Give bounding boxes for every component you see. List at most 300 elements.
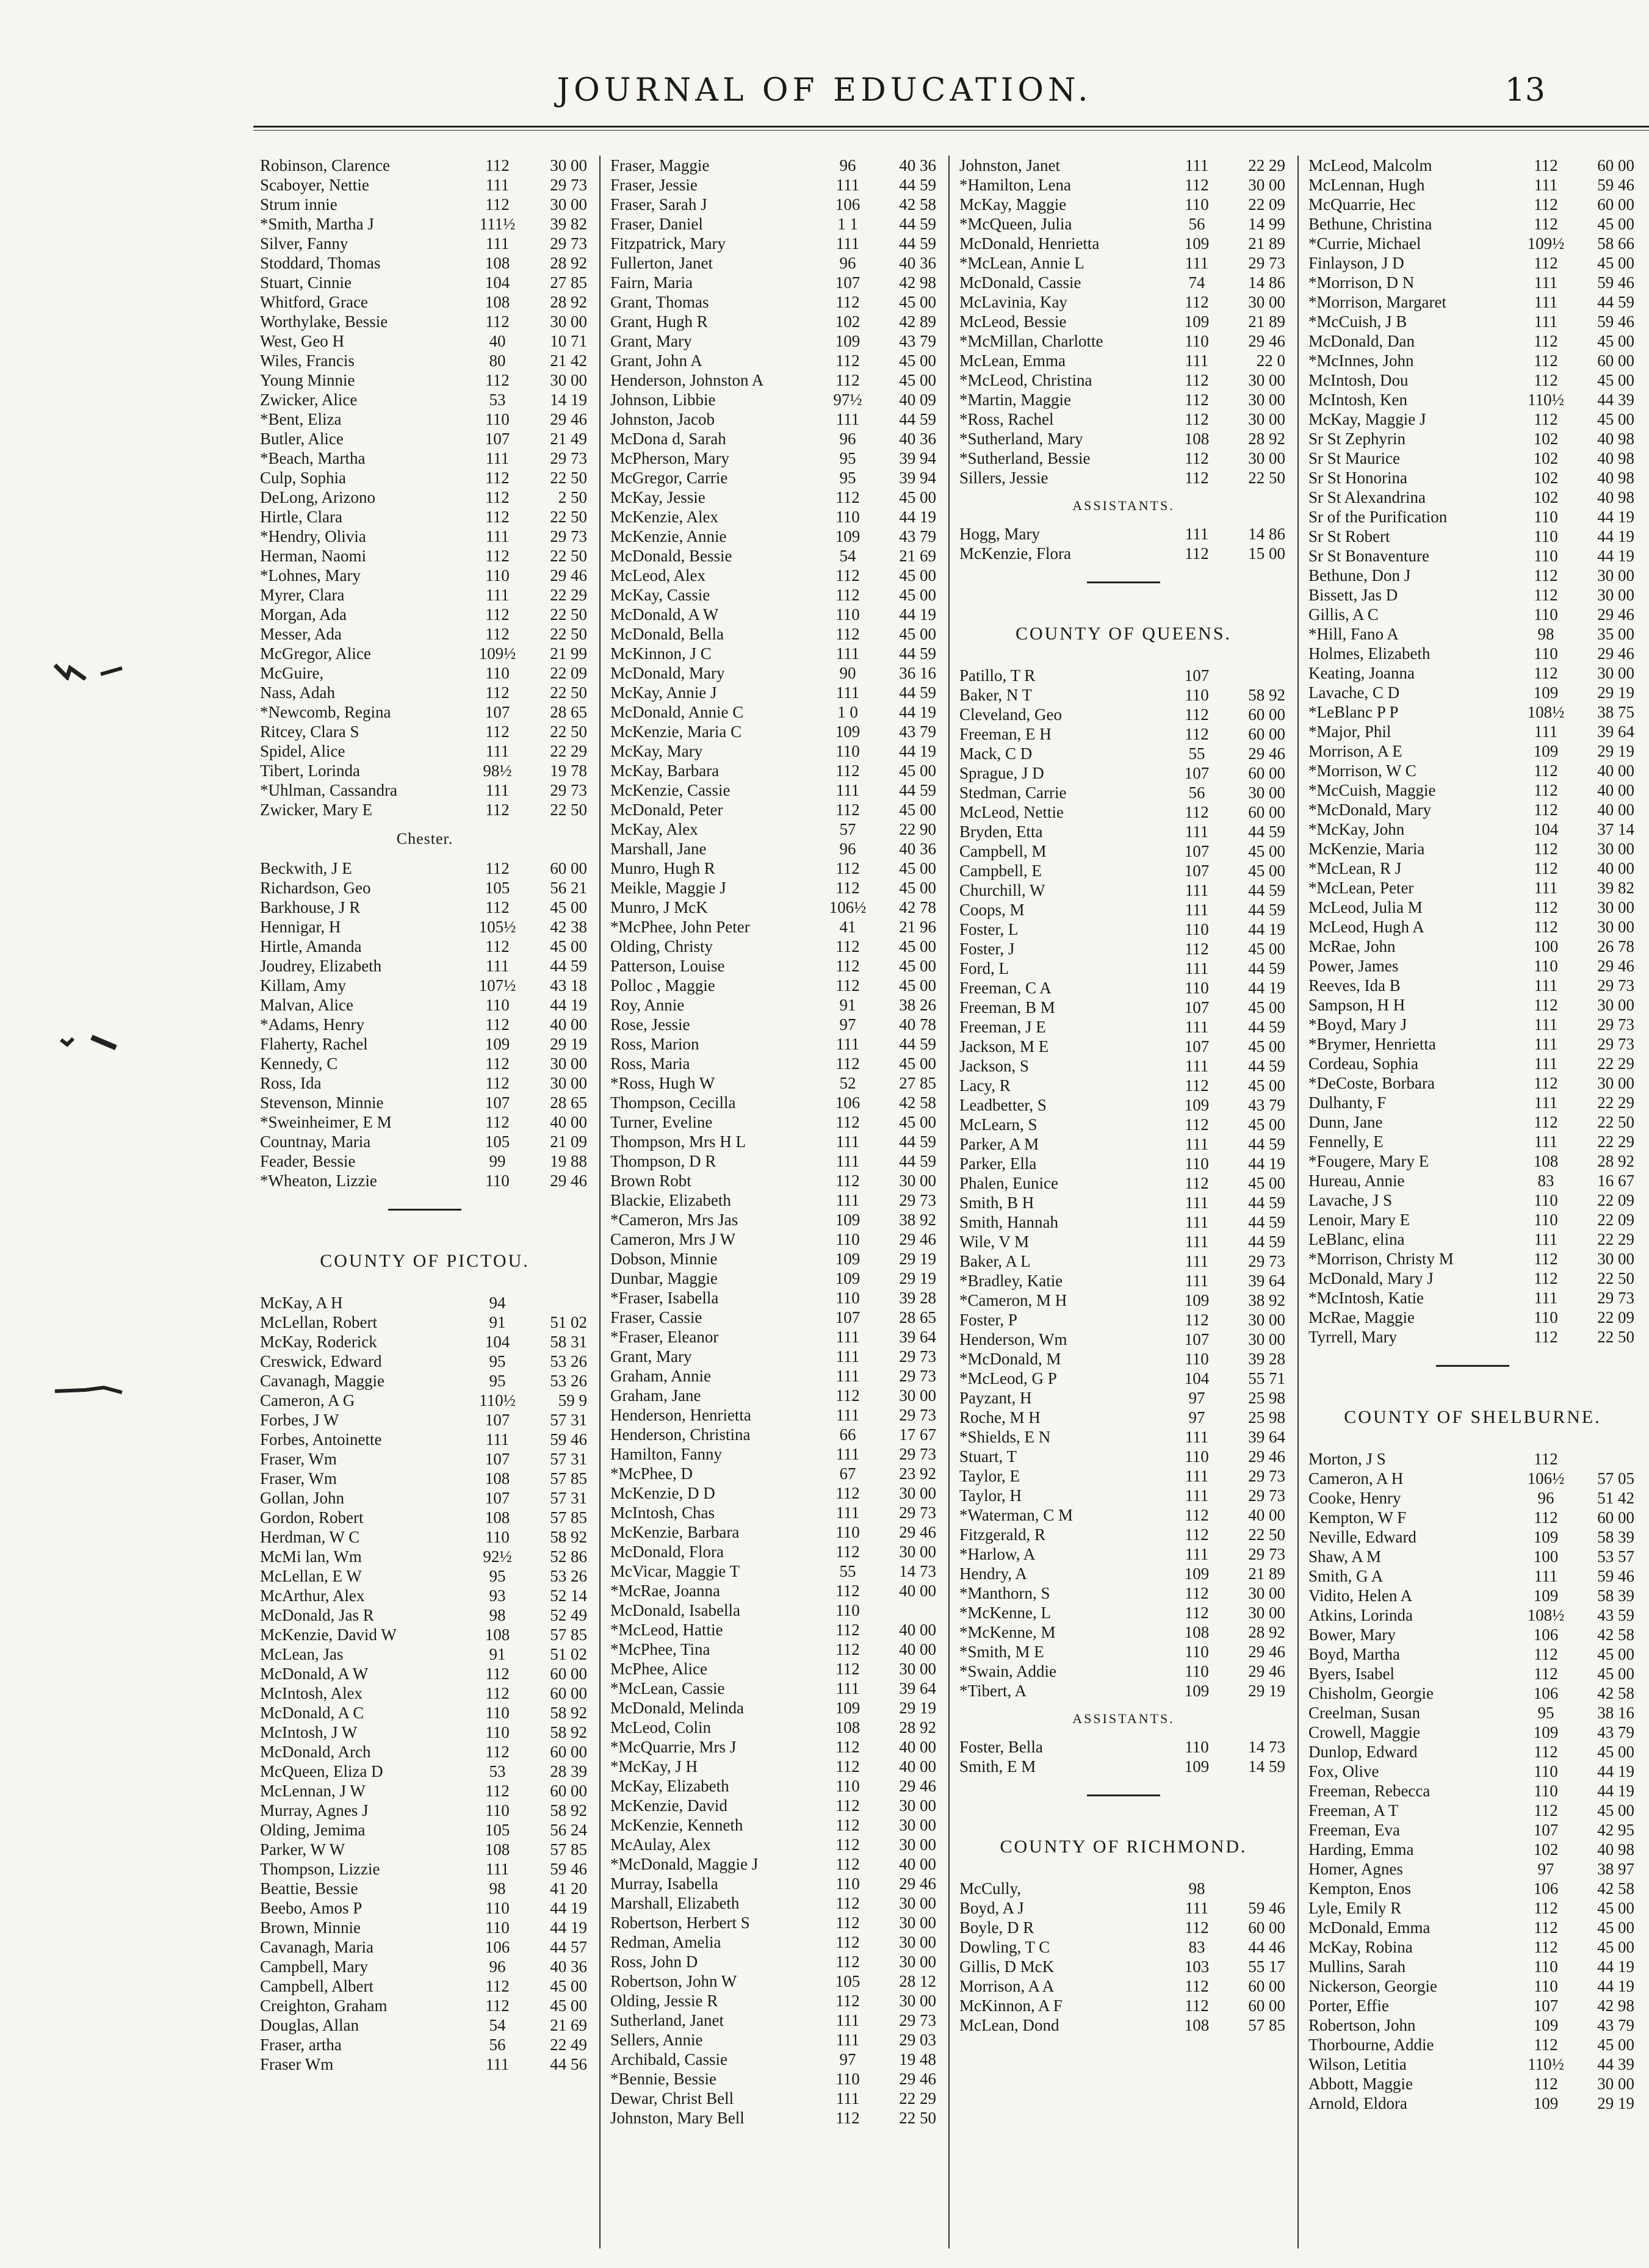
- list-item: [260, 1410, 590, 1430]
- grant-amount: 22 50: [550, 605, 587, 624]
- list-item: [1308, 1664, 1637, 1683]
- days-taught: 54: [489, 2016, 506, 2034]
- grant-amount: 29 46: [899, 2070, 936, 2088]
- grant-amount: 45 00: [1597, 215, 1634, 233]
- list-item: [610, 1561, 939, 1581]
- teacher-name: McDona d, Sarah: [610, 430, 726, 448]
- list-item: [1308, 1586, 1637, 1605]
- teacher-name: Lyle, Emily R: [1308, 1899, 1402, 1917]
- grant-amount: 29 46: [1248, 744, 1285, 763]
- days-taught: 111: [1534, 1230, 1558, 1248]
- list-item: [959, 900, 1288, 920]
- grant-amount: 60 00: [550, 1782, 587, 1800]
- days-taught: 111: [485, 742, 510, 760]
- teacher-name: Killam, Amy: [260, 976, 346, 995]
- grant-amount: 40 00: [1597, 859, 1634, 877]
- grant-amount: 22 49: [550, 2036, 587, 2054]
- days-taught: 112: [835, 1953, 860, 1971]
- teacher-name: Cameron, A G: [260, 1391, 355, 1409]
- teacher-name: McKay, Robina: [1308, 1938, 1413, 1956]
- teacher-name: McIntosh, J W: [260, 1723, 358, 1741]
- days-taught: 111: [1185, 959, 1209, 977]
- grant-amount: 19 48: [899, 2050, 936, 2068]
- list-item: [959, 705, 1288, 724]
- days-taught: 111: [835, 1347, 860, 1366]
- grant-amount: 22 50: [899, 2109, 936, 2127]
- teacher-name: *Morrison, W C: [1308, 761, 1416, 780]
- teacher-name: Grant, Mary: [610, 1347, 692, 1366]
- teacher-name: Mullins, Sarah: [1308, 1957, 1405, 1976]
- grant-amount: 58 39: [1597, 1528, 1634, 1546]
- days-taught: 108: [485, 254, 510, 272]
- teacher-name: Foster, P: [959, 1311, 1017, 1329]
- teacher-name: *Waterman, C M: [959, 1506, 1073, 1524]
- teacher-name: Hendry, A: [959, 1564, 1027, 1583]
- days-taught: 110: [1534, 957, 1558, 975]
- grant-amount: 22 29: [1248, 156, 1285, 175]
- list-item: [1308, 1112, 1637, 1132]
- grant-amount: 60 00: [550, 1684, 587, 1702]
- grant-amount: 22 29: [550, 586, 587, 604]
- list-item: [959, 1232, 1288, 1251]
- days-taught: 111: [835, 1406, 860, 1424]
- teacher-name: McKenzie, D D: [610, 1484, 715, 1502]
- grant-amount: 45 00: [899, 1054, 936, 1073]
- grant-amount: 45 00: [899, 351, 936, 370]
- grant-amount: 44 19: [1248, 979, 1285, 997]
- days-taught: 112: [1534, 351, 1558, 370]
- list-item: [959, 370, 1288, 390]
- grant-amount: 28 92: [1597, 1152, 1634, 1170]
- list-item: [1308, 2015, 1637, 2035]
- grant-amount: 45 00: [1597, 1743, 1634, 1761]
- grant-amount: 41 20: [550, 1879, 587, 1898]
- grant-amount: 36 16: [899, 664, 936, 682]
- list-item: [1308, 214, 1637, 234]
- grant-amount: 29 73: [1597, 1289, 1634, 1307]
- list-item: [260, 898, 590, 917]
- teacher-name: Stoddard, Thomas: [260, 254, 381, 272]
- list-item: [959, 156, 1288, 175]
- list-item: [610, 1093, 939, 1112]
- days-taught: 80: [489, 351, 506, 370]
- days-taught: 111: [835, 1679, 860, 1697]
- list-item: [260, 780, 590, 800]
- list-item: [959, 524, 1288, 544]
- list-item: [260, 1957, 590, 1976]
- teacher-name: Keating, Joanna: [1308, 664, 1415, 682]
- teacher-name: Grant, Thomas: [610, 293, 709, 311]
- list-item: [959, 468, 1288, 488]
- grant-amount: 55 17: [1248, 1957, 1285, 1976]
- list-item: [1308, 1781, 1637, 1801]
- list-item: [610, 1698, 939, 1718]
- teacher-name: Campbell, E: [959, 862, 1042, 880]
- teacher-name: Smith, Hannah: [959, 1213, 1058, 1231]
- days-taught: 111: [835, 176, 860, 194]
- days-taught: 112: [1534, 254, 1558, 272]
- days-taught: 112: [1185, 1506, 1209, 1524]
- teacher-name: Foster, J: [959, 940, 1015, 958]
- grant-amount: 40 00: [899, 1582, 936, 1600]
- days-taught: 105½: [478, 918, 516, 936]
- grant-amount: 40 36: [899, 840, 936, 858]
- grant-amount: 45 00: [1248, 940, 1285, 958]
- grant-amount: 44 59: [899, 215, 936, 233]
- list-item: [1308, 1879, 1637, 1898]
- days-taught: 112: [835, 488, 860, 506]
- grant-amount: 40 36: [899, 156, 936, 175]
- grant-amount: 40 36: [550, 1957, 587, 1976]
- list-item: [610, 2030, 939, 2050]
- days-taught: 111: [1534, 176, 1558, 194]
- list-item: [1308, 1488, 1637, 1508]
- days-taught: 92½: [483, 1547, 512, 1566]
- grant-amount: 58 92: [550, 1704, 587, 1722]
- list-item: [959, 1251, 1288, 1271]
- list-item: [260, 1625, 590, 1644]
- days-taught: 109: [1533, 1723, 1559, 1741]
- grant-amount: 30 00: [899, 1953, 936, 1971]
- days-taught: 110: [835, 1523, 860, 1541]
- list-item: [260, 878, 590, 898]
- teacher-name: *Newcomb, Regina: [260, 703, 391, 721]
- days-taught: 111: [1534, 312, 1558, 331]
- grant-amount: 59 46: [1248, 1899, 1285, 1917]
- teacher-name: Roy, Annie: [610, 996, 685, 1014]
- list-item: [959, 253, 1288, 273]
- grant-amount: 29 46: [550, 410, 587, 428]
- days-taught: 110: [1185, 979, 1209, 997]
- list-item: [610, 1249, 939, 1269]
- teacher-name: Patterson, Louise: [610, 957, 725, 975]
- grant-amount: 52 86: [550, 1547, 587, 1566]
- grant-amount: 35 00: [1597, 625, 1634, 643]
- days-taught: 111: [485, 586, 510, 604]
- teacher-name: Scaboyer, Nettie: [260, 176, 369, 194]
- grant-amount: 28 65: [899, 1308, 936, 1327]
- grant-amount: 56 24: [550, 1821, 587, 1839]
- grant-amount: 45 00: [899, 586, 936, 604]
- days-taught: 95: [839, 449, 856, 467]
- list-item: [610, 663, 939, 683]
- days-taught: 111: [1185, 254, 1209, 272]
- teacher-name: McKenzie, Barbara: [610, 1523, 740, 1541]
- grant-amount: 38 75: [1597, 703, 1634, 721]
- list-item: [260, 624, 590, 644]
- list-item: [610, 1366, 939, 1386]
- days-taught: 105: [835, 1972, 861, 1990]
- grant-amount: 40 98: [1597, 449, 1634, 467]
- days-taught: 102: [1533, 1840, 1559, 1859]
- grant-amount: 40 98: [1597, 469, 1634, 487]
- teacher-name: Boyd, A J: [959, 1899, 1024, 1917]
- teacher-name: *Adams, Henry: [260, 1015, 364, 1034]
- list-item: [959, 1193, 1288, 1212]
- teacher-name: Forbes, J W: [260, 1411, 339, 1429]
- teacher-name: McDonald, Jas R: [260, 1606, 374, 1624]
- list-item: [959, 1757, 1288, 1776]
- teacher-name: Bower, Mary: [1308, 1625, 1396, 1644]
- teacher-name: *Major, Phil: [1308, 722, 1391, 741]
- grant-amount: 45 00: [899, 879, 936, 897]
- days-taught: 108½: [1527, 703, 1565, 721]
- teacher-name: *McLeod, G P: [959, 1369, 1057, 1388]
- days-taught: 112: [835, 1640, 860, 1658]
- days-taught: 111: [1534, 273, 1558, 292]
- list-item: [610, 273, 939, 292]
- days-taught: 106: [835, 195, 861, 214]
- teacher-name: *Swain, Addie: [959, 1662, 1056, 1680]
- days-taught: 96: [839, 430, 856, 448]
- days-taught: 110: [485, 1918, 510, 1937]
- grant-amount: 39 64: [1248, 1428, 1285, 1446]
- days-taught: 102: [1533, 488, 1559, 506]
- grant-amount: 29 73: [1597, 1035, 1634, 1053]
- days-taught: 112: [485, 683, 510, 702]
- days-taught: 112: [835, 2109, 860, 2127]
- list-item: [959, 978, 1288, 998]
- list-item: [610, 1190, 939, 1210]
- list-item: [959, 1996, 1288, 2015]
- grant-amount: 29 73: [899, 1191, 936, 1209]
- days-taught: 111: [1534, 293, 1558, 311]
- grant-amount: 43 79: [899, 332, 936, 350]
- days-taught: 112: [1534, 1743, 1558, 1761]
- days-taught: 111: [1534, 722, 1558, 741]
- grant-amount: 22 50: [1597, 1113, 1634, 1131]
- grant-amount: 44 19: [1597, 1782, 1634, 1800]
- grant-amount: 17 67: [899, 1425, 936, 1444]
- teacher-name: Parker, Ella: [959, 1154, 1037, 1173]
- grant-amount: 43 79: [899, 527, 936, 545]
- grant-amount: 38 92: [899, 1211, 936, 1229]
- list-item: [959, 292, 1288, 312]
- teacher-name: Henderson, Henrietta: [610, 1406, 751, 1424]
- list-item: [260, 1171, 590, 1190]
- list-item: [610, 429, 939, 448]
- list-item: [959, 1661, 1288, 1681]
- teacher-name: Marshall, Jane: [610, 840, 707, 858]
- list-item: [610, 1640, 939, 1659]
- list-item: [260, 1469, 590, 1488]
- teacher-name: Vidito, Helen A: [1308, 1586, 1413, 1605]
- days-taught: 91: [489, 1313, 506, 1331]
- days-taught: 112: [1185, 725, 1209, 743]
- teacher-name: McKay, Maggie J: [1308, 410, 1426, 428]
- teacher-name: McDonald, Peter: [610, 801, 723, 819]
- days-taught: 95: [489, 1372, 506, 1390]
- days-taught: 106: [1533, 1684, 1559, 1702]
- days-taught: 105: [485, 879, 510, 897]
- grant-amount: 21 42: [550, 351, 587, 370]
- list-item: [260, 546, 590, 566]
- grant-amount: 44 19: [1248, 1154, 1285, 1173]
- days-taught: 109: [1533, 1528, 1559, 1546]
- teacher-name: Thompson, D R: [610, 1152, 716, 1170]
- teacher-name: Morton, J S: [1308, 1450, 1386, 1468]
- list-item: [610, 546, 939, 566]
- grant-amount: 57 31: [550, 1489, 587, 1507]
- days-taught: 109: [1184, 234, 1210, 253]
- list-item: [1308, 956, 1637, 976]
- grant-amount: 14 73: [1248, 1738, 1285, 1756]
- days-taught: 112: [1534, 781, 1558, 799]
- teacher-name: McKinnon, J C: [610, 644, 712, 663]
- teacher-name: *McCuish, J B: [1308, 312, 1407, 331]
- teacher-name: Gillis, A C: [1308, 605, 1379, 624]
- teacher-name: Kempton, Enos: [1308, 1879, 1411, 1898]
- grant-amount: 29 46: [899, 1777, 936, 1795]
- days-taught: 109½: [1527, 234, 1565, 253]
- days-taught: 109: [835, 1250, 861, 1268]
- days-taught: 112: [835, 957, 860, 975]
- grant-amount: 37 14: [1597, 820, 1634, 838]
- days-taught: 100: [1533, 937, 1559, 956]
- days-taught: 110½: [1528, 2055, 1564, 2073]
- days-taught: 112: [1534, 1450, 1558, 1468]
- list-item: [610, 624, 939, 644]
- teacher-name: Tyrrell, Mary: [1308, 1328, 1398, 1346]
- grant-amount: 43 59: [1597, 1606, 1634, 1624]
- list-item: [260, 1527, 590, 1547]
- days-taught: 110: [1534, 508, 1558, 526]
- grant-amount: 44 19: [899, 508, 936, 526]
- days-taught: 110: [1185, 195, 1209, 214]
- grant-amount: 30 00: [1248, 371, 1285, 389]
- list-item: [1308, 663, 1637, 683]
- county-heading: COUNTY OF PICTOU.: [320, 1251, 530, 1271]
- list-item: [610, 1444, 939, 1464]
- days-taught: 111: [835, 1445, 860, 1463]
- days-taught: 109½: [478, 644, 516, 663]
- days-taught: 110: [485, 996, 510, 1014]
- teacher-name: McLennan, Hugh: [1308, 176, 1425, 194]
- teacher-name: Stevenson, Minnie: [260, 1093, 384, 1112]
- grant-amount: 59 46: [1597, 273, 1634, 292]
- days-taught: 90: [839, 664, 856, 682]
- list-item: [610, 1386, 939, 1405]
- teacher-name: McDonald, Isabella: [610, 1601, 740, 1619]
- grant-amount: 29 46: [899, 1523, 936, 1541]
- grant-amount: 29 46: [899, 1230, 936, 1248]
- teacher-name: Payzant, H: [959, 1389, 1032, 1407]
- teacher-name: McDonald, Flora: [610, 1543, 724, 1561]
- teacher-name: Spidel, Alice: [260, 742, 345, 760]
- list-item: [260, 292, 590, 312]
- list-item: [959, 1642, 1288, 1661]
- days-taught: 109: [1533, 2016, 1559, 2034]
- list-item: [610, 976, 939, 995]
- days-taught: 109: [1184, 1682, 1210, 1700]
- days-taught: 112: [1534, 215, 1558, 233]
- list-item: [1308, 1249, 1637, 1269]
- teacher-name: Jackson, M E: [959, 1037, 1049, 1056]
- days-taught: 67: [839, 1464, 856, 1483]
- list-item: [1308, 976, 1637, 995]
- days-taught: 108: [835, 1718, 861, 1737]
- grant-amount: 44 19: [550, 1918, 587, 1937]
- list-item: [260, 1918, 590, 1937]
- grant-amount: 40 36: [899, 430, 936, 448]
- teacher-name: Wile, V M: [959, 1233, 1030, 1251]
- teacher-name: Murray, Agnes J: [260, 1801, 369, 1820]
- teacher-name: Morgan, Ada: [260, 605, 347, 624]
- list-item: [610, 156, 939, 175]
- grant-amount: 29 46: [899, 1874, 936, 1893]
- teacher-name: Brown, Minnie: [260, 1918, 361, 1937]
- teacher-name: McLeod, Colin: [610, 1718, 711, 1737]
- list-item: [260, 1352, 590, 1371]
- days-taught: 111: [485, 527, 510, 545]
- list-item: [610, 878, 939, 898]
- grant-amount: 28 65: [550, 1093, 587, 1112]
- days-taught: 112: [485, 898, 510, 916]
- days-taught: 107½: [478, 976, 516, 995]
- grant-amount: 57 05: [1597, 1469, 1634, 1488]
- list-item: [610, 1425, 939, 1444]
- days-taught: 110: [485, 1723, 510, 1741]
- grant-amount: 44 59: [1248, 1135, 1285, 1153]
- days-taught: 56: [1188, 783, 1205, 802]
- list-item: [1308, 2054, 1637, 2074]
- list-item: [260, 1566, 590, 1586]
- teacher-name: Roche, M H: [959, 1408, 1041, 1427]
- grant-amount: 45 00: [1248, 1174, 1285, 1192]
- grant-amount: 22 29: [1597, 1132, 1634, 1151]
- grant-amount: 30 00: [1248, 410, 1285, 428]
- teacher-name: Tibert, Lorinda: [260, 761, 360, 780]
- list-item: [610, 1151, 939, 1171]
- list-item: [260, 1293, 590, 1312]
- teacher-name: McLennan, J W: [260, 1782, 366, 1800]
- grant-amount: 23 92: [899, 1464, 936, 1483]
- teacher-name: DeLong, Arizono: [260, 488, 375, 506]
- grant-amount: 30 00: [1597, 918, 1634, 936]
- grant-amount: [1568, 1449, 1637, 1469]
- teacher-name: *Shields, E N: [959, 1428, 1051, 1446]
- grant-amount: 22 50: [550, 508, 587, 526]
- grant-amount: 22 50: [550, 547, 587, 565]
- days-taught: 112: [835, 1484, 860, 1502]
- days-taught: 111: [1185, 1057, 1209, 1075]
- list-item: [610, 1659, 939, 1679]
- list-item: [959, 214, 1288, 234]
- section-divider: [959, 1776, 1288, 1815]
- days-taught: 102: [1533, 430, 1559, 448]
- list-item: [260, 468, 590, 488]
- list-item: [260, 1781, 590, 1801]
- teacher-name: McKenzie, Alex: [610, 508, 718, 526]
- teacher-name: *McKenne, L: [959, 1604, 1051, 1622]
- teacher-name: Dobson, Minnie: [610, 1250, 718, 1268]
- teacher-name: Morrison, A A: [959, 1977, 1055, 1995]
- list-item: [610, 761, 939, 780]
- grant-amount: 29 46: [1248, 1662, 1285, 1680]
- list-item: [1308, 1508, 1637, 1527]
- days-taught: 108½: [1527, 1606, 1565, 1624]
- list-item: [1308, 468, 1637, 488]
- days-taught: 112: [1534, 1328, 1558, 1346]
- list-item: [610, 2069, 939, 2089]
- teacher-name: McDonald, Melinda: [610, 1699, 744, 1717]
- teacher-name: Shaw, A M: [1308, 1547, 1382, 1566]
- list-item: [959, 409, 1288, 429]
- days-taught: 109: [835, 1699, 861, 1717]
- list-item: [1308, 1801, 1637, 1820]
- grant-amount: 59 46: [550, 1860, 587, 1878]
- grant-amount: 45 00: [1248, 862, 1285, 880]
